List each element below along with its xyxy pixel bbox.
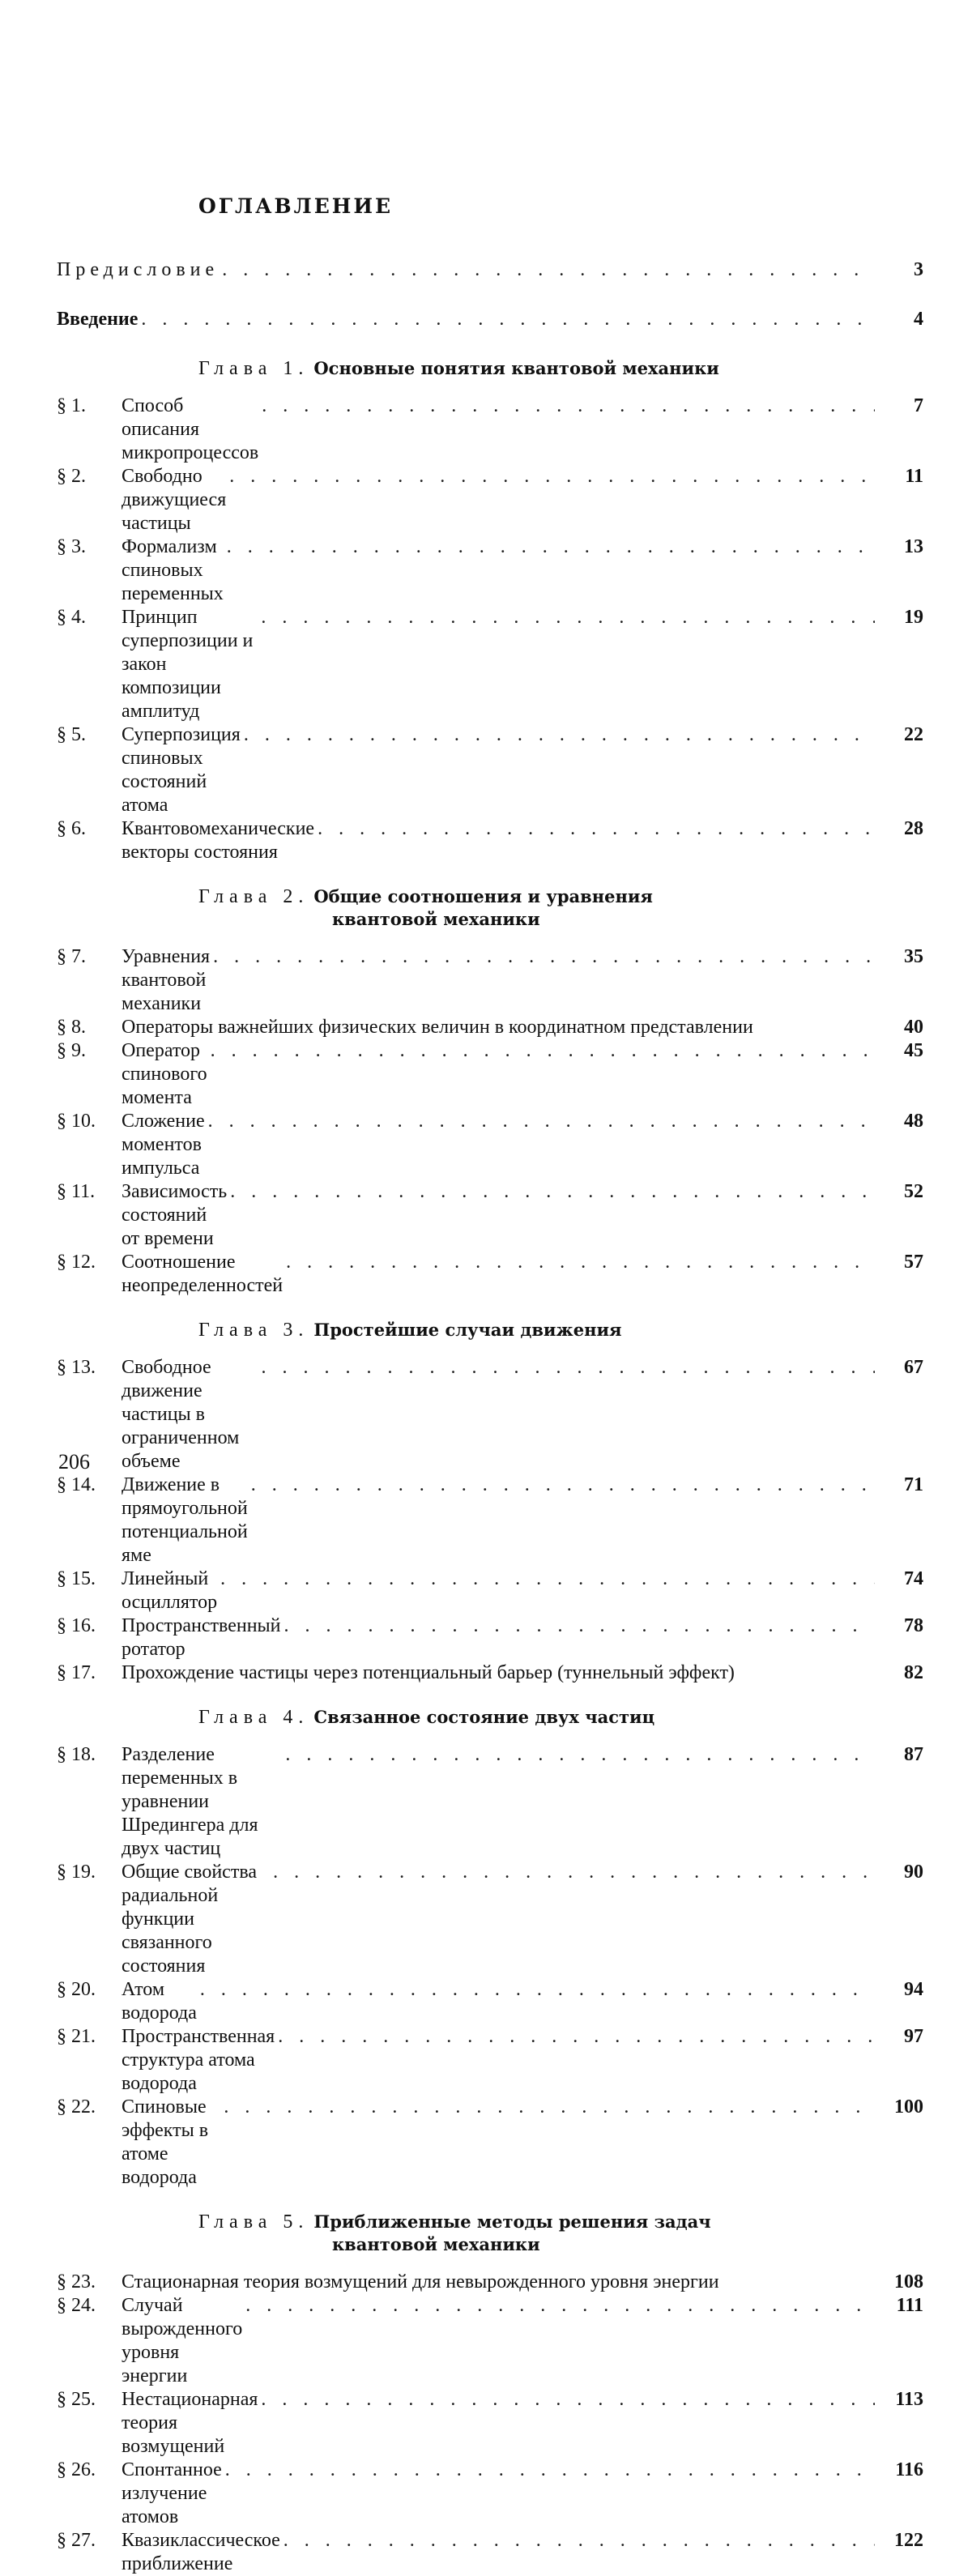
chapter-heading <box>57 1319 923 1341</box>
section-number: § 22. <box>57 2096 96 2118</box>
dot-leader <box>258 395 875 418</box>
toc-section-row <box>57 465 923 535</box>
toc-section-row <box>57 2459 923 2529</box>
chapter-heading <box>57 1706 923 1729</box>
dot-leader <box>242 2294 875 2318</box>
section-page-number: 82 <box>904 1662 923 1683</box>
chapter-label: Глава 4. <box>198 1707 309 1728</box>
section-number: § 18. <box>57 1744 96 1765</box>
section-page-number: 52 <box>904 1181 923 1202</box>
section-title: Движение в прямоугольной потенциальной яме <box>122 1474 248 1566</box>
dot-leader <box>197 1978 875 2002</box>
toc-section-row <box>57 1180 923 1251</box>
section-page-number: 113 <box>895 2389 923 2410</box>
chapter-label: Глава 1. <box>198 358 309 379</box>
section-page-number: 48 <box>904 1111 923 1132</box>
section-title: Соотношение неопределенностей <box>122 1252 284 1296</box>
dot-leader <box>207 1039 875 1063</box>
toc-section-row <box>57 1978 923 2025</box>
section-page-number: 122 <box>894 2530 923 2551</box>
dot-leader <box>205 1110 875 1133</box>
section-number: § 12. <box>57 1252 96 1273</box>
section-page-number: 74 <box>904 1568 923 1589</box>
section-page-number: 57 <box>904 1252 923 1273</box>
section-title: Свободно движущиеся частицы <box>122 466 227 534</box>
section-page-number: 45 <box>904 1040 923 1061</box>
section-page-number: 97 <box>904 2026 923 2047</box>
section-title: Квазиклассическое приближение <box>122 2530 280 2574</box>
section-page-number: 19 <box>904 607 923 628</box>
section-page-number: 78 <box>904 1615 923 1636</box>
toc-section-row <box>57 1110 923 1180</box>
section-number: § 3. <box>57 536 86 557</box>
dot-leader <box>281 1614 876 1638</box>
section-number: § 11. <box>57 1181 96 1202</box>
dot-leader <box>241 723 875 747</box>
dot-leader <box>210 945 875 969</box>
page-number-footer: 206 <box>58 1450 90 1474</box>
chapter-label: Глава 2. <box>198 886 309 907</box>
section-title: Спиновые эффекты в атоме водорода <box>122 2096 209 2188</box>
chapter-title: Приближенные методы решения задач <box>313 2211 711 2232</box>
dot-leader <box>224 535 875 559</box>
chapter-title: Общие соотношения и уравнения <box>313 886 653 906</box>
toc-entry-preface <box>57 258 923 282</box>
dot-leader <box>258 606 875 629</box>
toc-entry-introduction <box>57 308 923 331</box>
section-page-number: 111 <box>896 2295 923 2316</box>
toc-entry-title: Предисловие <box>57 259 220 280</box>
section-number: § 26. <box>57 2459 96 2480</box>
toc-section-row <box>57 817 923 864</box>
section-page-number: 94 <box>904 1979 923 2000</box>
section-number: § 16. <box>57 1615 96 1636</box>
section-page-number: 71 <box>904 1474 923 1495</box>
section-number: § 17. <box>57 1662 96 1683</box>
dot-leader <box>283 1251 875 1274</box>
section-number: § 4. <box>57 607 86 628</box>
dot-leader <box>314 817 875 841</box>
section-title: Сложение моментов импульса <box>122 1111 205 1179</box>
dot-leader <box>226 465 875 488</box>
toc-section-row <box>57 723 923 817</box>
toc-section-row <box>57 2025 923 2096</box>
chapter-title-continued: квантовой механики <box>332 2234 540 2254</box>
dot-leader <box>138 308 875 331</box>
toc-section-row <box>57 1251 923 1298</box>
toc-section-row <box>57 1743 923 1861</box>
section-page-number: 7 <box>914 395 923 416</box>
section-page-number: 22 <box>904 724 923 745</box>
chapter-title: Основные понятия квантовой механики <box>313 358 719 378</box>
section-number: § 5. <box>57 724 86 745</box>
toc-entry-title: Введение <box>57 309 139 330</box>
dot-leader <box>227 1180 875 1204</box>
section-title: Линейный осциллятор <box>122 1568 218 1613</box>
section-title: Атом водорода <box>122 1979 197 2024</box>
section-number: § 13. <box>57 1357 96 1378</box>
section-number: § 15. <box>57 1568 96 1589</box>
toc-section-row <box>57 1356 923 1474</box>
dot-leader <box>222 2459 875 2482</box>
section-page-number: 40 <box>904 1017 923 1038</box>
section-title: Нестационарная теория возмущений <box>122 2389 258 2457</box>
section-title: Разделение переменных в уравнении Шредингера для двух частиц <box>122 1744 258 1859</box>
toc-section-row <box>57 2096 923 2190</box>
dot-leader <box>258 2388 875 2412</box>
dot-leader <box>220 2096 875 2119</box>
section-number: § 9. <box>57 1040 86 1061</box>
dot-leader <box>219 258 875 282</box>
section-page-number: 13 <box>904 536 923 557</box>
section-title: Пространственный ротатор <box>122 1615 281 1660</box>
section-number: § 20. <box>57 1979 96 2000</box>
section-page-number: 108 <box>894 2271 923 2292</box>
section-number: § 25. <box>57 2389 96 2410</box>
section-title: Уравнения квантовой механики <box>122 946 211 1014</box>
dot-leader <box>217 1567 875 1591</box>
section-number: § 10. <box>57 1111 96 1132</box>
toc-section-row <box>57 1861 923 1978</box>
section-title: Пространственная структура атома водорода <box>122 2026 275 2094</box>
section-number: § 27. <box>57 2530 96 2551</box>
section-title: Стационарная теория возмущений для невырожденного уровня энергии <box>122 2271 719 2292</box>
toc-section-row <box>57 2529 923 2576</box>
section-title: Оператор спинового момента <box>122 1040 207 1108</box>
chapter-heading <box>57 2211 923 2256</box>
section-title: Прохождение частицы через потенциальный барьер (туннельный эффект) <box>122 1662 735 1683</box>
toc-section-row <box>57 535 923 606</box>
dot-leader <box>275 2025 875 2049</box>
section-number: § 1. <box>57 395 86 416</box>
section-page-number: 116 <box>895 2459 923 2480</box>
toc-page-number: 4 <box>914 309 923 330</box>
section-number: § 24. <box>57 2295 96 2316</box>
section-page-number: 90 <box>904 1862 923 1883</box>
toc-section-row <box>57 606 923 723</box>
section-title: Свободное движение частицы в ограниченном объеме <box>122 1357 240 1472</box>
section-page-number: 67 <box>904 1357 923 1378</box>
section-number: § 19. <box>57 1862 96 1883</box>
dot-leader <box>258 1356 875 1380</box>
section-number: § 7. <box>57 946 86 967</box>
dot-leader <box>248 1474 875 1497</box>
section-page-number: 28 <box>904 818 923 839</box>
toc-section-row <box>57 2271 923 2294</box>
chapter-title: Простейшие случаи движения <box>313 1320 622 1340</box>
toc-section-row <box>57 1567 923 1614</box>
toc-section-row <box>57 395 923 465</box>
toc-heading: ОГЛАВЛЕНИЕ <box>198 194 394 218</box>
chapter-label: Глава 3. <box>198 1320 309 1341</box>
toc-section-row <box>57 945 923 1016</box>
toc-section-row <box>57 2388 923 2459</box>
section-title: Принцип суперпозиции и закон композиции амплитуд <box>122 607 254 722</box>
chapter-title-continued: квантовой механики <box>332 909 540 929</box>
section-page-number: 11 <box>905 466 923 487</box>
chapter-label: Глава 5. <box>198 2211 309 2233</box>
dot-leader <box>280 2529 875 2553</box>
section-title: Формализм спиновых переменных <box>122 536 224 604</box>
section-page-number: 87 <box>904 1744 923 1765</box>
toc-page-number: 3 <box>914 259 923 280</box>
toc-section-row <box>57 1614 923 1661</box>
toc-section-row <box>57 1039 923 1110</box>
chapter-title: Связанное состояние двух частиц <box>313 1707 655 1727</box>
section-title: Квантовомеханические векторы состояния <box>122 818 315 863</box>
chapter-heading <box>57 885 923 931</box>
toc-section-row <box>57 1661 923 1685</box>
toc-section-row <box>57 1474 923 1567</box>
section-number: § 6. <box>57 818 86 839</box>
section-title: Операторы важнейших физических величин в координатном представлении <box>122 1017 753 1038</box>
dot-leader <box>270 1861 875 1884</box>
section-number: § 2. <box>57 466 86 487</box>
section-number: § 8. <box>57 1017 86 1038</box>
section-title: Суперпозиция спиновых состояний атома <box>122 724 241 816</box>
section-title: Спонтанное излучение атомов <box>122 2459 222 2527</box>
section-number: § 21. <box>57 2026 96 2047</box>
section-title: Способ описания микропроцессов <box>122 395 259 463</box>
section-title: Зависимость состояний от времени <box>122 1181 228 1249</box>
toc-section-row <box>57 2294 923 2388</box>
section-title: Общие свойства радиальной функции связанного состояния <box>122 1862 257 1977</box>
section-number: § 23. <box>57 2271 96 2292</box>
dot-leader <box>282 1743 875 1767</box>
chapter-list <box>57 357 923 2576</box>
chapter-heading <box>57 357 923 380</box>
toc-section-row <box>57 1016 923 1039</box>
section-page-number: 35 <box>904 946 923 967</box>
toc-page <box>57 194 923 2576</box>
section-number: § 14. <box>57 1474 96 1495</box>
section-page-number: 100 <box>894 2096 923 2118</box>
section-title: Случай вырожденного уровня энергии <box>122 2295 243 2386</box>
